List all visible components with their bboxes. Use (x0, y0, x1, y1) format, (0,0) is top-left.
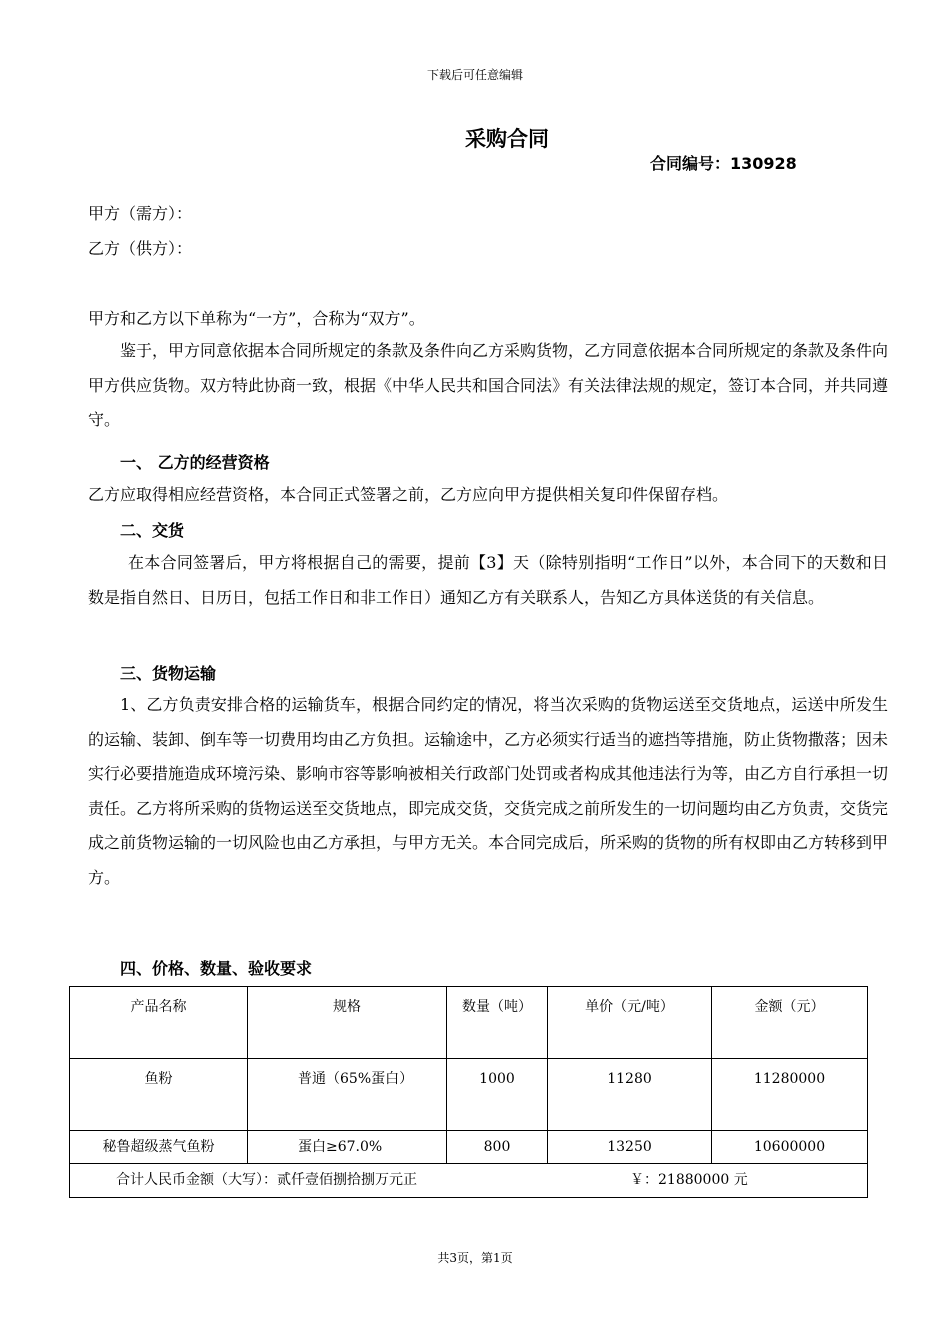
cell-unit-price: 13250 (548, 1131, 712, 1164)
intro-text: 甲方和乙方以下单称为“一方”，合称为“双方”。 (88, 309, 425, 328)
section-2-heading: 二、交货 (120, 521, 185, 540)
section-3-body: 1、乙方负责安排合格的运输货车，根据合同约定的情况，将当次采购的货物运送至交货地点，运送中所发生的运输、装卸、倒车等一切费用均由乙方负担。运输途中，乙方必须实行适当的遮挡等措施，防止货物撒落；因未实行必要措施造成环境污染、影响市容等影响被相关行政部门处罚或者构成其他违法行为等，由乙方自行承担一切责任。乙方将所采购的货物运送至交货地点，即完成交货，交货完成之前所发生的一切问题均由乙方负责，交货完成之前货物运输的一切风险也由乙方承担，与甲方无关。本合同完成后，所采购的货物的所有权即由乙方转移到甲方。 (88, 695, 889, 887)
section-1-heading: 一、 乙方的经营资格 (120, 453, 270, 472)
table-row (70, 1059, 868, 1131)
cell-spec: 蛋白≥67.0% (248, 1131, 447, 1164)
whereas-paragraph: 鉴于，甲方同意依据本合同所规定的条款及条件向乙方采购货物，乙方同意依据本合同所规定的条款及条件向甲方供应货物。双方特此协商一致，根据《中华人民共和国合同法》有关法律法规的规定，签订本合同，并共同遵守。 (88, 341, 889, 429)
header-unit-price: 单价（元/吨） (548, 987, 712, 1059)
goods-table (69, 986, 868, 1198)
cell-qty: 800 (447, 1131, 548, 1164)
header-qty: 数量（吨） (447, 987, 548, 1059)
header-note: 下载后可任意编辑 (426, 68, 523, 82)
section-2-body: 在本合同签署后，甲方将根据自己的需要，提前【3】天（除特别指明“工作日”以外，本合同下的天数和日数是指自然日、日历日，包括工作日和非工作日）通知乙方有关联系人，告知乙方具体送货的有关信息。 (88, 553, 888, 607)
party-b-label: 乙方（供方）： (88, 239, 193, 258)
cell-unit-price: 11280 (548, 1059, 712, 1131)
header-product: 产品名称 (70, 987, 248, 1059)
document-title: 采购合同 (465, 127, 549, 151)
total-amount: ￥：21880000 元 (630, 1172, 748, 1188)
header-amount: 金额（元） (712, 987, 868, 1059)
total-words: 合计人民币金额（大写）：贰仟壹佰捌拾捌万元正 (116, 1172, 417, 1188)
table-row (70, 1131, 868, 1164)
section-4-heading: 四、价格、数量、验收要求 (120, 959, 313, 978)
cell-amount: 10600000 (712, 1131, 868, 1164)
section-3-heading: 三、货物运输 (120, 664, 217, 683)
cell-spec: 普通（65%蛋白） (248, 1059, 447, 1131)
table-header-row (70, 987, 868, 1059)
table-total-row (70, 1164, 868, 1198)
party-a-label: 甲方（需方）： (88, 204, 193, 223)
cell-product: 秘鲁超级蒸气鱼粉 (70, 1131, 248, 1164)
page-footer: 共3页，第1页 (437, 1251, 513, 1265)
contract-number: 合同编号：130928 (650, 154, 797, 173)
header-spec: 规格 (248, 987, 447, 1059)
cell-qty: 1000 (447, 1059, 548, 1131)
section-1-body: 乙方应取得相应经营资格，本合同正式签署之前，乙方应向甲方提供相关复印件保留存档。 (88, 485, 729, 504)
cell-product: 鱼粉 (70, 1059, 248, 1131)
cell-amount: 11280000 (712, 1059, 868, 1131)
